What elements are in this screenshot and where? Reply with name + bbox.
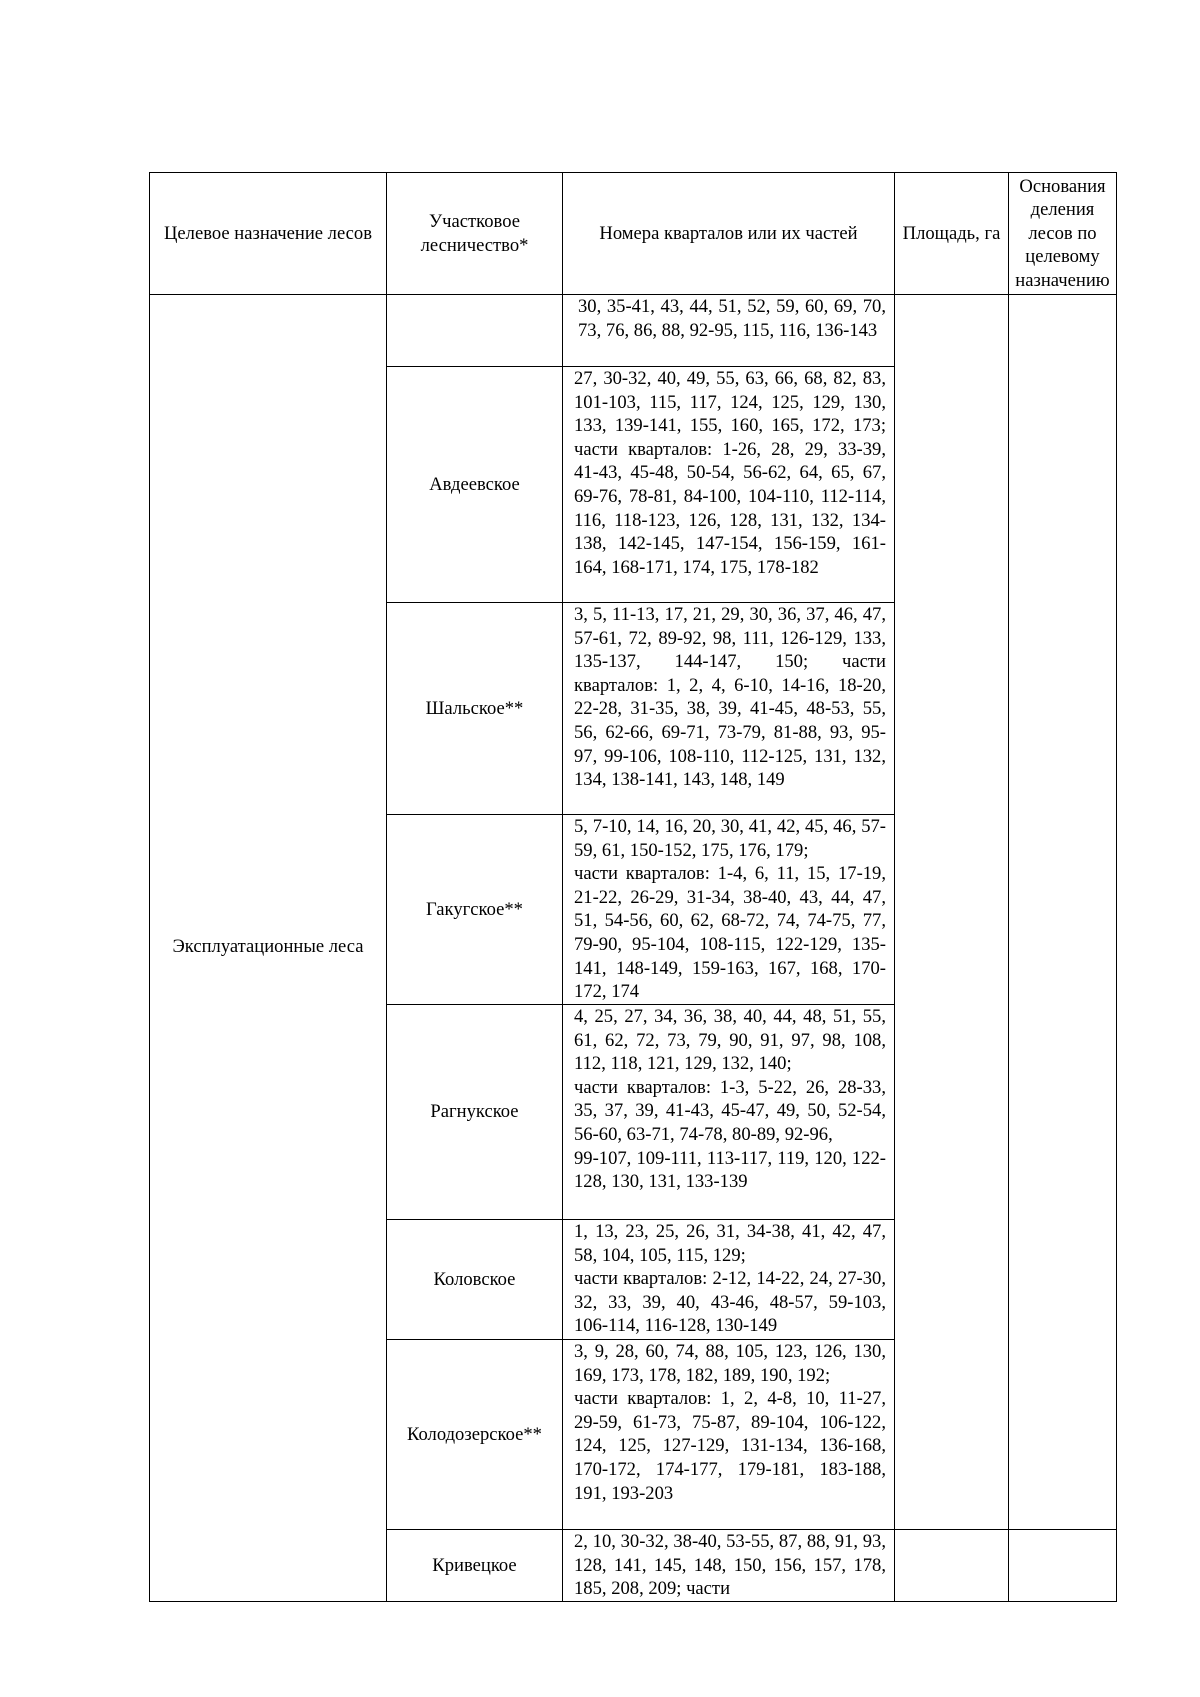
forest-purpose-table: [149, 172, 1117, 1602]
quarters-cell: [563, 603, 895, 815]
header-district: Участковое лесничество*: [387, 173, 563, 295]
district-cell: Колодозерское**: [387, 1340, 563, 1530]
quarters-cell: [563, 367, 895, 603]
purpose-label: Эксплуатационные леса: [172, 936, 364, 957]
quarters-text: 5, 7-10, 14, 16, 20, 30, 41, 42, 45, 46, 57-59, 61, 150-152, 175, 176, 179; части кварталов: 1-4, 6, 11, 15, 17-19, 21-22, 26-29, 31-34, 38-40, 43, 44, 47, 51, 54-56, 60, 62, 68-72, 74, 74-75, 77, 79-90, 95-104, 108-115, 122-129, 135-141, 148-149, 159-163, 167, 168, 170-172, 174: [574, 816, 886, 1003]
quarters-cell: [563, 1005, 895, 1220]
purpose-cell: [150, 295, 387, 1602]
header-quarters: Номера кварталов или их частей: [563, 173, 895, 295]
district-cell: Коловское: [387, 1220, 563, 1340]
area-cell: [895, 1530, 1009, 1602]
quarters-cell: [563, 295, 895, 367]
quarters-cell: [563, 1220, 895, 1340]
quarters-cell: [563, 1530, 895, 1602]
quarters-cell: [563, 1340, 895, 1530]
area-cell: [895, 295, 1009, 1530]
district-cell: Рагнукское: [387, 1005, 563, 1220]
quarters-text: 4, 25, 27, 34, 36, 38, 40, 44, 48, 51, 55, 61, 62, 72, 73, 79, 90, 91, 97, 98, 108, 112, 118, 121, 129, 132, 140; части кварталов: 1-3, 5-22, 26, 28-33, 35, 37, 39, 41-43, 45-47, 49, 50, 52-54, 56-60, 63-71, 74-78, 80-89, 92-96, 99-107, 109-111, 113-117, 119, 120, 122-128, 130, 131, 133-139: [574, 1006, 886, 1193]
header-purpose: Целевое назначение лесов: [150, 173, 387, 295]
district-cell: [387, 295, 563, 367]
header-basis: Основания деления лесов по целевому назначению: [1009, 173, 1117, 295]
quarters-text: 1, 13, 23, 25, 26, 31, 34-38, 41, 42, 47, 58, 104, 105, 115, 129; части кварталов: 2-12, 14-22, 24, 27-30, 32, 33, 39, 40, 43-46, 48-57, 59-103, 106-114, 116-128, 130-149: [574, 1221, 886, 1337]
header-area: Площадь, га: [895, 173, 1009, 295]
table-row: [150, 295, 1117, 367]
quarters-text: 2, 10, 30-32, 38-40, 53-55, 87, 88, 91, 93, 128, 141, 145, 148, 150, 156, 157, 178, 185, 208, 209; части: [574, 1531, 886, 1600]
quarters-text: 3, 9, 28, 60, 74, 88, 105, 123, 126, 130, 169, 173, 178, 182, 189, 190, 192; части кварталов: 1, 2, 4-8, 10, 11-27, 29-59, 61-73, 75-87, 89-104, 106-122, 124, 125, 127-129, 131-134, 136-168, 170-172, 174-177, 179-181, 183-188, 191, 193-203: [574, 1341, 886, 1504]
basis-cell: [1009, 1530, 1117, 1602]
quarters-text: 27, 30-32, 40, 49, 55, 63, 66, 68, 82, 83, 101-103, 115, 117, 124, 125, 129, 130, 133, 139-141, 155, 160, 165, 172, 173; части кварталов: 1-26, 28, 29, 33-39, 41-43, 45-48, 50-54, 56-62, 64, 65, 67, 69-76, 78-81, 84-100, 104-110, 112-114, 116, 118-123, 126, 128, 131, 132, 134-138, 142-145, 147-154, 156-159, 161-164, 168-171, 174, 175, 178-182: [574, 368, 886, 578]
district-cell: Шальское**: [387, 603, 563, 815]
district-cell: Гакугское**: [387, 815, 563, 1005]
district-cell: Кривецкое: [387, 1530, 563, 1602]
table-header-row: [150, 173, 1117, 295]
quarters-cell: [563, 815, 895, 1005]
quarters-text: 30, 35-41, 43, 44, 51, 52, 59, 60, 69, 70, 73, 76, 86, 88, 92-95, 115, 116, 136-143: [578, 296, 886, 341]
basis-cell: [1009, 295, 1117, 1530]
district-cell: Авдеевское: [387, 367, 563, 603]
quarters-text: 3, 5, 11-13, 17, 21, 29, 30, 36, 37, 46, 47, 57-61, 72, 89-92, 98, 111, 126-129, 133, 135-137, 144-147, 150; части кварталов: 1, 2, 4, 6-10, 14-16, 18-20, 22-28, 31-35, 38, 39, 41-45, 48-53, 55, 56, 62-66, 69-71, 73-79, 81-88, 93, 95-97, 99-106, 108-110, 112-125, 131, 132, 134, 138-141, 143, 148, 149: [574, 604, 886, 791]
